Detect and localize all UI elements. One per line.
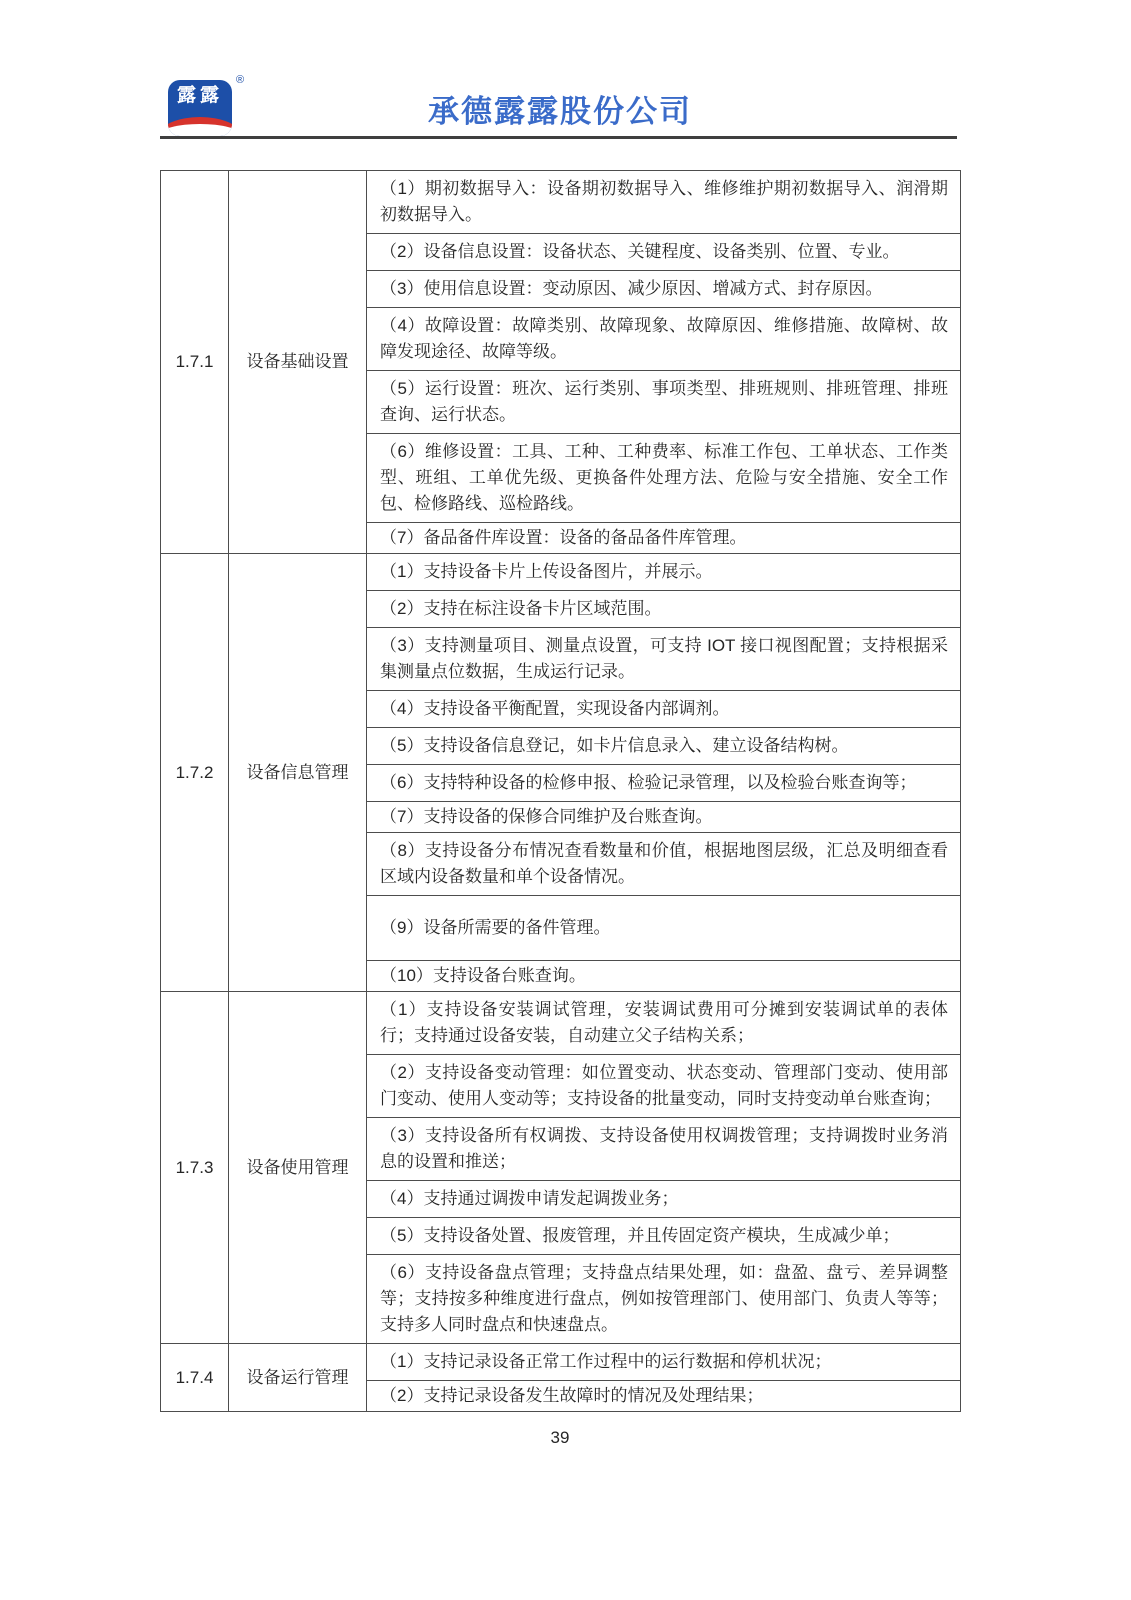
section-code: 1.7.4	[161, 1344, 229, 1412]
page-header	[0, 0, 1131, 170]
requirement-text: （6）支持特种设备的检修申报、检验记录管理，以及检验台账查询等；	[367, 765, 961, 802]
section-name: 设备运行管理	[229, 1344, 367, 1412]
requirement-text: （2）支持在标注设备卡片区域范围。	[367, 591, 961, 628]
table-section	[161, 171, 961, 554]
requirement-text: （1）支持设备安装调试管理，安装调试费用可分摊到安装调试单的表体行；支持通过设备安装，自动建立父子结构关系；	[367, 992, 961, 1055]
requirement-text: （4）故障设置：故障类别、故障现象、故障原因、维修措施、故障树、故障发现途径、故障等级。	[367, 308, 961, 371]
requirement-text: （2）支持设备变动管理：如位置变动、状态变动、管理部门变动、使用部门变动、使用人变动等；支持设备的批量变动，同时支持变动单台账查询；	[367, 1055, 961, 1118]
requirement-text: （3）支持设备所有权调拨、支持设备使用权调拨管理；支持调拨时业务消息的设置和推送；	[367, 1118, 961, 1181]
table-section	[161, 1344, 961, 1412]
requirement-text: （3）使用信息设置：变动原因、减少原因、增减方式、封存原因。	[367, 271, 961, 308]
requirement-text: （1）支持设备卡片上传设备图片，并展示。	[367, 554, 961, 591]
requirement-text: （4）支持设备平衡配置，实现设备内部调剂。	[367, 691, 961, 728]
requirement-text: （8）支持设备分布情况查看数量和价值，根据地图层级，汇总及明细查看区域内设备数量和单个设备情况。	[367, 833, 961, 896]
table-row	[161, 992, 961, 1055]
registered-trademark-icon: ®	[236, 74, 245, 86]
requirement-text: （1）期初数据导入：设备期初数据导入、维修维护期初数据导入、润滑期初数据导入。	[367, 171, 961, 234]
table-section	[161, 992, 961, 1344]
requirement-text: （9）设备所需要的备件管理。	[367, 896, 961, 961]
requirement-text: （5）支持设备信息登记，如卡片信息录入、建立设备结构树。	[367, 728, 961, 765]
section-name: 设备基础设置	[229, 171, 367, 554]
requirement-text: （6）支持设备盘点管理；支持盘点结果处理，如：盘盈、盘亏、差异调整等；支持按多种维度进行盘点，例如按管理部门、使用部门、负责人等等；支持多人同时盘点和快速盘点。	[367, 1255, 961, 1344]
requirement-text: （2）设备信息设置：设备状态、关键程度、设备类别、位置、专业。	[367, 234, 961, 271]
section-name: 设备使用管理	[229, 992, 367, 1344]
requirement-text: （7）备品备件库设置：设备的备品备件库管理。	[367, 523, 961, 554]
requirement-text: （5）支持设备处置、报废管理，并且传固定资产模块，生成减少单；	[367, 1218, 961, 1255]
company-name: 承德露露股份公司	[428, 94, 692, 129]
page-number: 39	[550, 1428, 570, 1447]
table-row	[161, 554, 961, 591]
requirement-text: （7）支持设备的保修合同维护及台账查询。	[367, 802, 961, 833]
requirement-text: （10）支持设备台账查询。	[367, 961, 961, 992]
requirement-text: （3）支持测量项目、测量点设置，可支持 IOT 接口视图配置；支持根据采集测量点位数据，生成运行记录。	[367, 628, 961, 691]
requirement-text: （1）支持记录设备正常工作过程中的运行数据和停机状况；	[367, 1344, 961, 1381]
section-code: 1.7.3	[161, 992, 229, 1344]
requirement-text: （5）运行设置：班次、运行类别、事项类型、排班规则、排班管理、排班查询、运行状态。	[367, 371, 961, 434]
table-row	[161, 171, 961, 234]
section-code: 1.7.2	[161, 554, 229, 992]
requirement-text: （6）维修设置：工具、工种、工种费率、标准工作包、工单状态、工作类型、班组、工单优先级、更换备件处理方法、危险与安全措施、安全工作包、检修路线、巡检路线。	[367, 434, 961, 523]
logo-text: 露露	[176, 85, 223, 106]
requirement-text: （4）支持通过调拨申请发起调拨业务；	[367, 1181, 961, 1218]
requirements-table	[160, 170, 961, 1412]
section-name: 设备信息管理	[229, 554, 367, 992]
header-rule	[160, 136, 957, 139]
requirement-text: （2）支持记录设备发生故障时的情况及处理结果；	[367, 1381, 961, 1412]
table-section	[161, 554, 961, 992]
table-row	[161, 1344, 961, 1381]
section-code: 1.7.1	[161, 171, 229, 554]
